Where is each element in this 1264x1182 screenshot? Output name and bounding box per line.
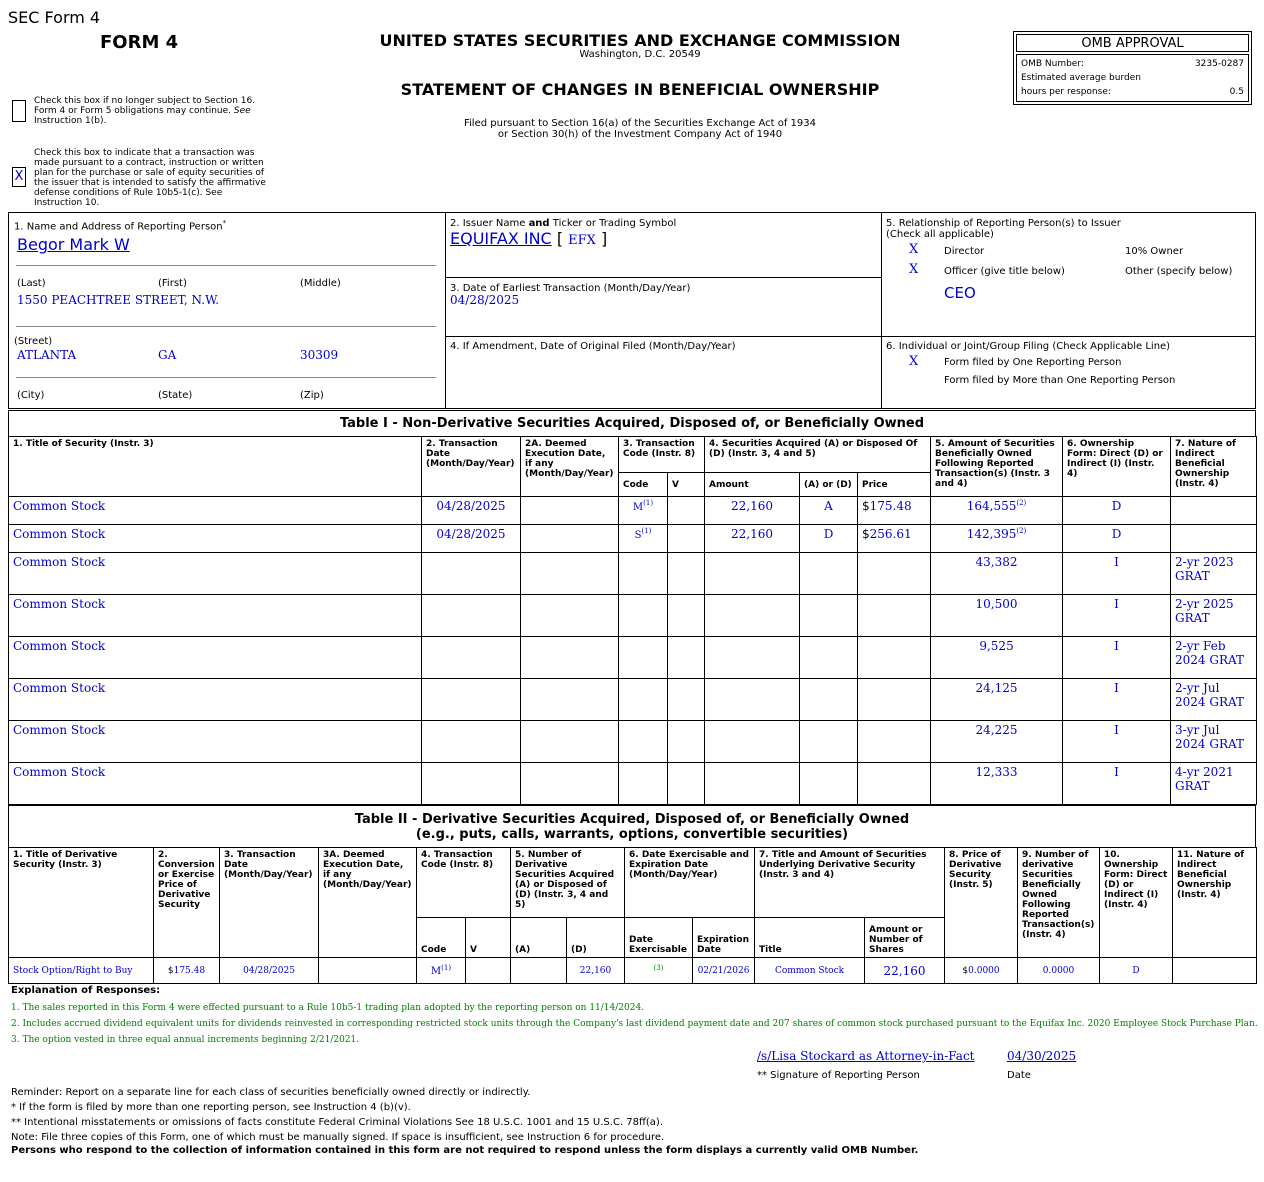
security-title-cell-value: Common Stock xyxy=(13,723,106,737)
security-title-cell-value: Common Stock xyxy=(13,639,106,653)
explanation-title: Explanation of Responses: xyxy=(11,985,161,996)
table-row xyxy=(9,553,1257,595)
footnote: 1. The sales reported in this Form 4 were effected pursuant to a Rule 10b5-1 trading plan adopted by the reporting person on 11/14/2024. xyxy=(11,1003,645,1013)
underlying-amount-cell-value: 22,160 xyxy=(883,963,926,978)
t1-header-date: 2. Transaction Date (Month/Day/Year) xyxy=(422,437,521,497)
transaction-code-cell xyxy=(619,525,668,553)
security-title-cell xyxy=(9,525,422,553)
t1-subheader-amount: Amount xyxy=(705,473,800,497)
box6-label: 6. Individual or Joint/Group Filing (Check Applicable Line) xyxy=(886,341,1171,352)
a-or-d-cell xyxy=(800,497,858,525)
transaction-code-cell xyxy=(619,763,668,805)
owned-cell xyxy=(931,497,1063,525)
t2-subheader-code: Code xyxy=(417,918,466,958)
box5-label-1: 5. Relationship of Reporting Person(s) to Issuer xyxy=(886,218,1121,229)
one-person-label: Form filed by One Reporting Person xyxy=(944,357,1122,368)
state-label: (State) xyxy=(158,390,193,401)
a-or-d-cell xyxy=(800,679,858,721)
price-cell xyxy=(858,497,931,525)
transaction-date-cell xyxy=(422,553,521,595)
officer-check: X xyxy=(909,262,919,277)
deemed-date-cell xyxy=(521,721,619,763)
nature-cell-value: 3-yr Jul 2024 GRAT xyxy=(1175,723,1245,751)
t1-header-deemed: 2A. Deemed Execution Date, if any (Month/Day/Year) xyxy=(521,437,619,497)
page-label: SEC Form 4 xyxy=(8,8,101,27)
t1-header-title: 1. Title of Security (Instr. 3) xyxy=(9,437,422,497)
ownership-form-cell xyxy=(1063,497,1171,525)
ownership-form-cell-value: I xyxy=(1114,723,1119,737)
transaction-date-cell xyxy=(422,497,521,525)
reminder-line: ** Intentional misstatements or omissions of facts constitute Federal Criminal Violations See 18 U.S.C. 1001 and 15 U.S.C. 78ff(a). xyxy=(11,1117,664,1128)
ownership-form-cell-value: D xyxy=(1111,499,1122,513)
footnote: 3. The option vested in three equal annual increments beginning 2/21/2021. xyxy=(11,1035,360,1045)
one-person-check: X xyxy=(909,354,919,369)
deriv-title-cell xyxy=(9,958,154,984)
t1-subheader-price: Price xyxy=(858,473,931,497)
owned-value: 43,382 xyxy=(975,555,1018,569)
omb-burden-label-2: hours per response: xyxy=(1021,87,1111,97)
box4-label: 4. If Amendment, Date of Original Filed (Month/Day/Year) xyxy=(450,341,736,352)
more-persons-label: Form filed by More than One Reporting Person xyxy=(944,375,1176,386)
deriv-title-cell-value: Stock Option/Right to Buy xyxy=(13,965,133,976)
transaction-code-cell xyxy=(619,553,668,595)
code-value: M xyxy=(632,502,644,513)
owned-cell xyxy=(931,553,1063,595)
deriv-form-cell-value: D xyxy=(1132,965,1140,976)
footnote-ref: (3) xyxy=(653,964,664,972)
transaction-code-cell xyxy=(619,497,668,525)
t1-subheader-v: V xyxy=(668,473,705,497)
ownership-form-cell xyxy=(1063,763,1171,805)
transaction-code-cell xyxy=(619,679,668,721)
deriv-deemed-cell xyxy=(319,958,417,984)
ownership-form-cell xyxy=(1063,679,1171,721)
deemed-date-cell xyxy=(521,497,619,525)
ownership-form-cell xyxy=(1063,553,1171,595)
filed-pursuant-line-1: Filed pursuant to Section 16(a) of the Securities Exchange Act of 1934 xyxy=(464,118,816,129)
t2-subheader-v: V xyxy=(466,918,511,958)
amount-cell-value: 22,160 xyxy=(731,499,773,513)
transaction-date-cell xyxy=(422,595,521,637)
transaction-code-cell xyxy=(619,637,668,679)
deriv-a-cell xyxy=(511,958,567,984)
amount-cell xyxy=(705,553,800,595)
v-cell xyxy=(668,553,705,595)
owned-cell xyxy=(931,721,1063,763)
a-or-d-cell xyxy=(800,553,858,595)
security-title-cell xyxy=(9,553,422,595)
officer-title: CEO xyxy=(944,284,976,302)
price-value: 175.48 xyxy=(869,499,912,513)
v-cell xyxy=(668,595,705,637)
ownership-form-cell-value: I xyxy=(1114,765,1119,779)
t1-subheader-code: Code xyxy=(619,473,668,497)
price-value: 0.0000 xyxy=(968,965,1000,976)
v-cell xyxy=(668,497,705,525)
deemed-date-cell xyxy=(521,637,619,679)
ownership-form-cell xyxy=(1063,525,1171,553)
security-title-cell xyxy=(9,595,422,637)
amount-cell xyxy=(705,679,800,721)
t2-header-price: 8. Price of Derivative Security (Instr. 5) xyxy=(945,848,1018,958)
nature-cell-value: 2-yr 2025 GRAT xyxy=(1175,597,1234,625)
owned-value: 12,333 xyxy=(975,765,1018,779)
t1-header-code: 3. Transaction Code (Instr. 8) xyxy=(619,437,705,473)
deemed-date-cell xyxy=(521,525,619,553)
security-title-cell-value: Common Stock xyxy=(13,597,106,611)
omb-burden-label-1: Estimated average burden xyxy=(1021,73,1141,83)
ownership-form-cell xyxy=(1063,721,1171,763)
city-label: (City) xyxy=(17,390,45,401)
security-title-cell-value: Common Stock xyxy=(13,681,106,695)
transaction-code-cell xyxy=(619,595,668,637)
ten-percent-owner-label: 10% Owner xyxy=(1125,246,1184,257)
a-or-d-cell xyxy=(800,637,858,679)
director-check: X xyxy=(909,242,919,257)
nature-cell xyxy=(1171,679,1257,721)
deriv-form-cell xyxy=(1100,958,1173,984)
ownership-form-cell-value: I xyxy=(1114,639,1119,653)
v-cell xyxy=(668,679,705,721)
first-label: (First) xyxy=(158,278,187,289)
section16-checkbox[interactable] xyxy=(12,100,26,122)
table-row xyxy=(9,721,1257,763)
table2-title-line-1: Table II - Derivative Securities Acquired, Disposed of, or Beneficially Owned xyxy=(354,812,910,827)
owned-value: 24,125 xyxy=(975,681,1018,695)
date-label: Date xyxy=(1007,1070,1031,1081)
transaction-date-cell xyxy=(422,679,521,721)
footnote-ref: (1) xyxy=(643,499,654,507)
table-row xyxy=(9,679,1257,721)
persons-notice: Persons who respond to the collection of information contained in this form are not required to respond unless the form displays a currently valid OMB Number. xyxy=(11,1145,919,1156)
owned-value: 9,525 xyxy=(979,639,1014,653)
issuer-line: EQUIFAX INC [ EFX ] xyxy=(450,229,608,248)
footnotes xyxy=(11,1000,1258,1048)
underlying-title-cell-value: Common Stock xyxy=(774,965,845,976)
price-value: 175.48 xyxy=(173,965,206,976)
deriv-price-cell xyxy=(945,958,1018,984)
deriv-d-cell-value: 22,160 xyxy=(579,965,612,976)
ownership-form-cell-value: I xyxy=(1114,681,1119,695)
table2-title-line-2: (e.g., puts, calls, warrants, options, convertible securities) xyxy=(415,827,849,842)
security-title-cell xyxy=(9,497,422,525)
reminder-line: Note: File three copies of this Form, one of which must be manually signed. If space is insufficient, see Instruction 6 for procedure. xyxy=(11,1132,665,1143)
t2-header-underlying: 7. Title and Amount of Securities Underlying Derivative Security (Instr. 3 and 4) xyxy=(755,848,945,918)
price-value: 256.61 xyxy=(869,527,912,541)
owned-cell xyxy=(931,525,1063,553)
footnote-ref: (2) xyxy=(1016,527,1027,535)
deriv-owned-cell xyxy=(1018,958,1100,984)
zip-value: 30309 xyxy=(300,348,339,362)
owned-value: 164,555 xyxy=(966,499,1017,513)
expiration-cell xyxy=(693,958,755,984)
code-value: M xyxy=(430,966,442,977)
security-title-cell-value: Common Stock xyxy=(13,499,106,513)
t2-header-title: 1. Title of Derivative Security (Instr. 3) xyxy=(9,848,154,958)
deemed-date-cell xyxy=(521,679,619,721)
table-row xyxy=(9,958,1257,984)
ownership-form-cell-value: I xyxy=(1114,597,1119,611)
other-label: Other (specify below) xyxy=(1125,266,1233,277)
street-label: (Street) xyxy=(14,336,53,347)
footnote: 2. Includes accrued dividend equivalent units for dividends reinvested in corresponding restricted stock units through the Company's last dividend payment date and 207 shares of common stock purchased pursuant to the Equifax Inc. 2020 Employee Stock Purchase Plan. xyxy=(11,1019,1258,1029)
a-or-d-cell xyxy=(800,525,858,553)
exercisable-cell xyxy=(625,958,693,984)
nature-cell-value: 2-yr Jul 2024 GRAT xyxy=(1175,681,1245,709)
section16-checkbox-label: Check this box if no longer subject to Section 16. Form 4 or Form 5 obligations may continue. See Instruction 1(b). xyxy=(34,96,256,126)
ownership-form-cell-value: I xyxy=(1114,555,1119,569)
amount-cell xyxy=(705,525,800,553)
t2-header-dates: 6. Date Exercisable and Expiration Date (Month/Day/Year) xyxy=(625,848,755,918)
officer-label: Officer (give title below) xyxy=(944,266,1065,277)
t2-header-date: 3. Transaction Date (Month/Day/Year) xyxy=(220,848,319,958)
a-or-d-cell xyxy=(800,595,858,637)
footnote-ref: (2) xyxy=(1016,499,1027,507)
v-cell xyxy=(668,721,705,763)
price-cell xyxy=(858,553,931,595)
t2-header-deemed: 3A. Deemed Execution Date, if any (Month/Day/Year) xyxy=(319,848,417,958)
reminder-line: Reminder: Report on a separate line for each class of securities beneficially owned directly or indirectly. xyxy=(11,1087,531,1098)
t2-header-number: 5. Number of Derivative Securities Acquired (A) or Disposed of (D) (Instr. 3, 4 and 5) xyxy=(511,848,625,918)
owned-cell xyxy=(931,763,1063,805)
t1-header-owned: 5. Amount of Securities Beneficially Owned Following Reported Transaction(s) (Instr. 3 and 4) xyxy=(931,437,1063,497)
t1-header-acquired: 4. Securities Acquired (A) or Disposed Of (D) (Instr. 3, 4 and 5) xyxy=(705,437,931,473)
reminder-line: * If the form is filed by more than one reporting person, see Instruction 4 (b)(v). xyxy=(11,1102,411,1113)
transaction-date-cell xyxy=(422,637,521,679)
v-cell xyxy=(668,763,705,805)
nature-cell xyxy=(1171,721,1257,763)
table2-title xyxy=(8,805,1256,848)
transaction-date-cell xyxy=(422,525,521,553)
table1-title: Table I - Non-Derivative Securities Acquired, Disposed of, or Beneficially Owned xyxy=(8,410,1256,437)
name-divider xyxy=(16,265,436,266)
security-title-cell-value: Common Stock xyxy=(13,765,106,779)
price-cell xyxy=(858,637,931,679)
city-divider xyxy=(16,377,436,378)
expiration-cell-value: 02/21/2026 xyxy=(697,965,750,976)
a-or-d-cell-value: D xyxy=(823,527,834,541)
derivative-table xyxy=(8,847,1257,984)
price-cell xyxy=(858,763,931,805)
nature-cell-value: 2-yr 2023 GRAT xyxy=(1175,555,1234,583)
signature-label: ** Signature of Reporting Person xyxy=(757,1070,920,1081)
t2-header-code: 4. Transaction Code (Instr. 8) xyxy=(417,848,511,918)
rule10b5-checkbox-label: Check this box to indicate that a transaction was made pursuant to a contract, instruction or written plan for the purchase or sale of equity securities of the issuer that is intended to satisfy the affirmative defense conditions of Rule 10b5-1(c). See Instruction 10. xyxy=(34,148,266,208)
deriv-code-cell xyxy=(417,958,466,984)
t2-subheader-a: (A) xyxy=(511,918,567,958)
earliest-transaction-date: 04/28/2025 xyxy=(450,293,520,307)
t2-header-owned: 9. Number of derivative Securities Beneficially Owned Following Reported Transaction(s) (Instr. 4) xyxy=(1018,848,1100,958)
deriv-date-cell xyxy=(220,958,319,984)
filed-pursuant-line-2: or Section 30(h) of the Investment Company Act of 1940 xyxy=(497,129,783,140)
nature-cell xyxy=(1171,497,1257,525)
owned-value: 10,500 xyxy=(975,597,1018,611)
underlying-title-cell xyxy=(755,958,865,984)
omb-number-label: OMB Number: xyxy=(1021,59,1084,69)
security-title-cell xyxy=(9,721,422,763)
footnote-ref: (1) xyxy=(641,527,652,535)
dollar-sign: $ xyxy=(862,499,870,513)
ownership-form-cell xyxy=(1063,637,1171,679)
conversion-price-cell xyxy=(154,958,220,984)
table-row xyxy=(9,637,1257,679)
t2-subheader-d: (D) xyxy=(567,918,625,958)
t2-subheader-title: Title xyxy=(755,918,865,958)
owned-cell xyxy=(931,679,1063,721)
t1-header-nature: 7. Nature of Indirect Beneficial Ownership (Instr. 4) xyxy=(1171,437,1257,497)
street-divider xyxy=(16,326,436,327)
price-cell xyxy=(858,721,931,763)
table-row xyxy=(9,595,1257,637)
amount-cell xyxy=(705,763,800,805)
dollar-sign: $ xyxy=(962,965,969,976)
t1-header-form: 6. Ownership Form: Direct (D) or Indirect (I) (Instr. 4) xyxy=(1063,437,1171,497)
nature-cell xyxy=(1171,595,1257,637)
price-cell xyxy=(858,595,931,637)
t2-subheader-expiration: Expiration Date xyxy=(693,918,755,958)
v-cell xyxy=(668,525,705,553)
owned-cell xyxy=(931,595,1063,637)
table-row xyxy=(9,497,1257,525)
security-title-cell xyxy=(9,637,422,679)
price-cell xyxy=(858,679,931,721)
amount-cell xyxy=(705,497,800,525)
security-title-cell xyxy=(9,763,422,805)
nature-cell-value: 2-yr Feb 2024 GRAT xyxy=(1175,639,1245,667)
transaction-date-cell-value: 04/28/2025 xyxy=(436,527,506,541)
city-value: ATLANTA xyxy=(17,348,77,362)
director-label: Director xyxy=(944,246,985,257)
owned-cell xyxy=(931,637,1063,679)
table-row xyxy=(9,763,1257,805)
security-title-cell-value: Common Stock xyxy=(13,555,106,569)
security-title-cell-value: Common Stock xyxy=(13,527,106,541)
footnote-ref: (1) xyxy=(441,964,452,972)
deriv-nature-cell xyxy=(1173,958,1257,984)
a-or-d-cell xyxy=(800,763,858,805)
omb-title: OMB APPROVAL xyxy=(1016,34,1249,52)
street-value: 1550 PEACHTREE STREET, N.W. xyxy=(17,293,220,307)
box2-label: 2. Issuer Name and Ticker or Trading Symbol xyxy=(450,218,677,229)
t2-subheader-amount: Amount or Number of Shares xyxy=(865,918,945,958)
price-cell xyxy=(858,525,931,553)
deriv-v-cell xyxy=(466,958,511,984)
deriv-date-cell-value: 04/28/2025 xyxy=(243,965,295,976)
v-cell xyxy=(668,637,705,679)
t1-subheader-aord: (A) or (D) xyxy=(800,473,858,497)
non-derivative-table xyxy=(8,436,1257,805)
reporting-person-name[interactable]: Begor Mark W xyxy=(17,235,130,254)
middle-label: (Middle) xyxy=(300,278,341,289)
signature-date[interactable]: 04/30/2025 xyxy=(1007,1049,1077,1063)
table-row xyxy=(9,525,1257,553)
deemed-date-cell xyxy=(521,595,619,637)
t2-subheader-exercisable: Date Exercisable xyxy=(625,918,693,958)
omb-burden: 0.5 xyxy=(1229,87,1244,97)
owned-value: 142,395 xyxy=(966,527,1017,541)
owned-value: 24,225 xyxy=(975,723,1018,737)
omb-number: 3235-0287 xyxy=(1194,59,1244,69)
nature-cell xyxy=(1171,637,1257,679)
amount-cell xyxy=(705,637,800,679)
ownership-form-cell-value: D xyxy=(1111,527,1122,541)
dollar-sign: $ xyxy=(167,965,174,976)
transaction-date-cell xyxy=(422,763,521,805)
deriv-owned-cell-value: 0.0000 xyxy=(1042,965,1075,976)
box5-label-2: (Check all applicable) xyxy=(886,229,994,240)
state-value: GA xyxy=(158,348,177,362)
nature-cell xyxy=(1171,525,1257,553)
transaction-code-cell xyxy=(619,721,668,763)
nature-cell xyxy=(1171,763,1257,805)
amount-cell xyxy=(705,721,800,763)
form-title: FORM 4 xyxy=(100,32,179,53)
a-or-d-cell-value: A xyxy=(824,499,833,513)
amount-cell-value: 22,160 xyxy=(731,527,773,541)
a-or-d-cell xyxy=(800,721,858,763)
reminders xyxy=(11,1085,664,1145)
t2-header-conversion: 2. Conversion or Exercise Price of Derivative Security xyxy=(154,848,220,958)
agency-title: UNITED STATES SECURITIES AND EXCHANGE COMMISSION xyxy=(379,31,901,50)
deemed-date-cell xyxy=(521,763,619,805)
t2-header-nature: 11. Nature of Indirect Beneficial Ownership (Instr. 4) xyxy=(1173,848,1257,958)
zip-label: (Zip) xyxy=(300,390,324,401)
last-label: (Last) xyxy=(17,278,46,289)
underlying-amount-cell xyxy=(865,958,945,984)
deemed-date-cell xyxy=(521,553,619,595)
nature-cell xyxy=(1171,553,1257,595)
signature-name[interactable]: /s/Lisa Stockard as Attorney-in-Fact xyxy=(757,1049,975,1063)
t2-header-form: 10. Ownership Form: Direct (D) or Indirect (I) (Instr. 4) xyxy=(1100,848,1173,958)
transaction-date-cell-value: 04/28/2025 xyxy=(436,499,506,513)
agency-city: Washington, D.C. 20549 xyxy=(579,49,701,60)
issuer-name[interactable]: EQUIFAX INC xyxy=(450,229,552,248)
nature-cell-value: 4-yr 2021 GRAT xyxy=(1175,765,1234,793)
transaction-date-cell xyxy=(422,721,521,763)
amount-cell xyxy=(705,595,800,637)
box3-label: 3. Date of Earliest Transaction (Month/Day/Year) xyxy=(450,283,691,294)
deriv-d-cell xyxy=(567,958,625,984)
rule10b5-checkbox[interactable]: X xyxy=(12,167,26,187)
ownership-form-cell xyxy=(1063,595,1171,637)
code-value: S xyxy=(634,530,642,541)
dollar-sign: $ xyxy=(862,527,870,541)
statement-title: STATEMENT OF CHANGES IN BENEFICIAL OWNERSHIP xyxy=(400,80,880,99)
security-title-cell xyxy=(9,679,422,721)
ticker-symbol: EFX xyxy=(568,233,596,248)
box1-label: 1. Name and Address of Reporting Person* xyxy=(14,219,227,233)
